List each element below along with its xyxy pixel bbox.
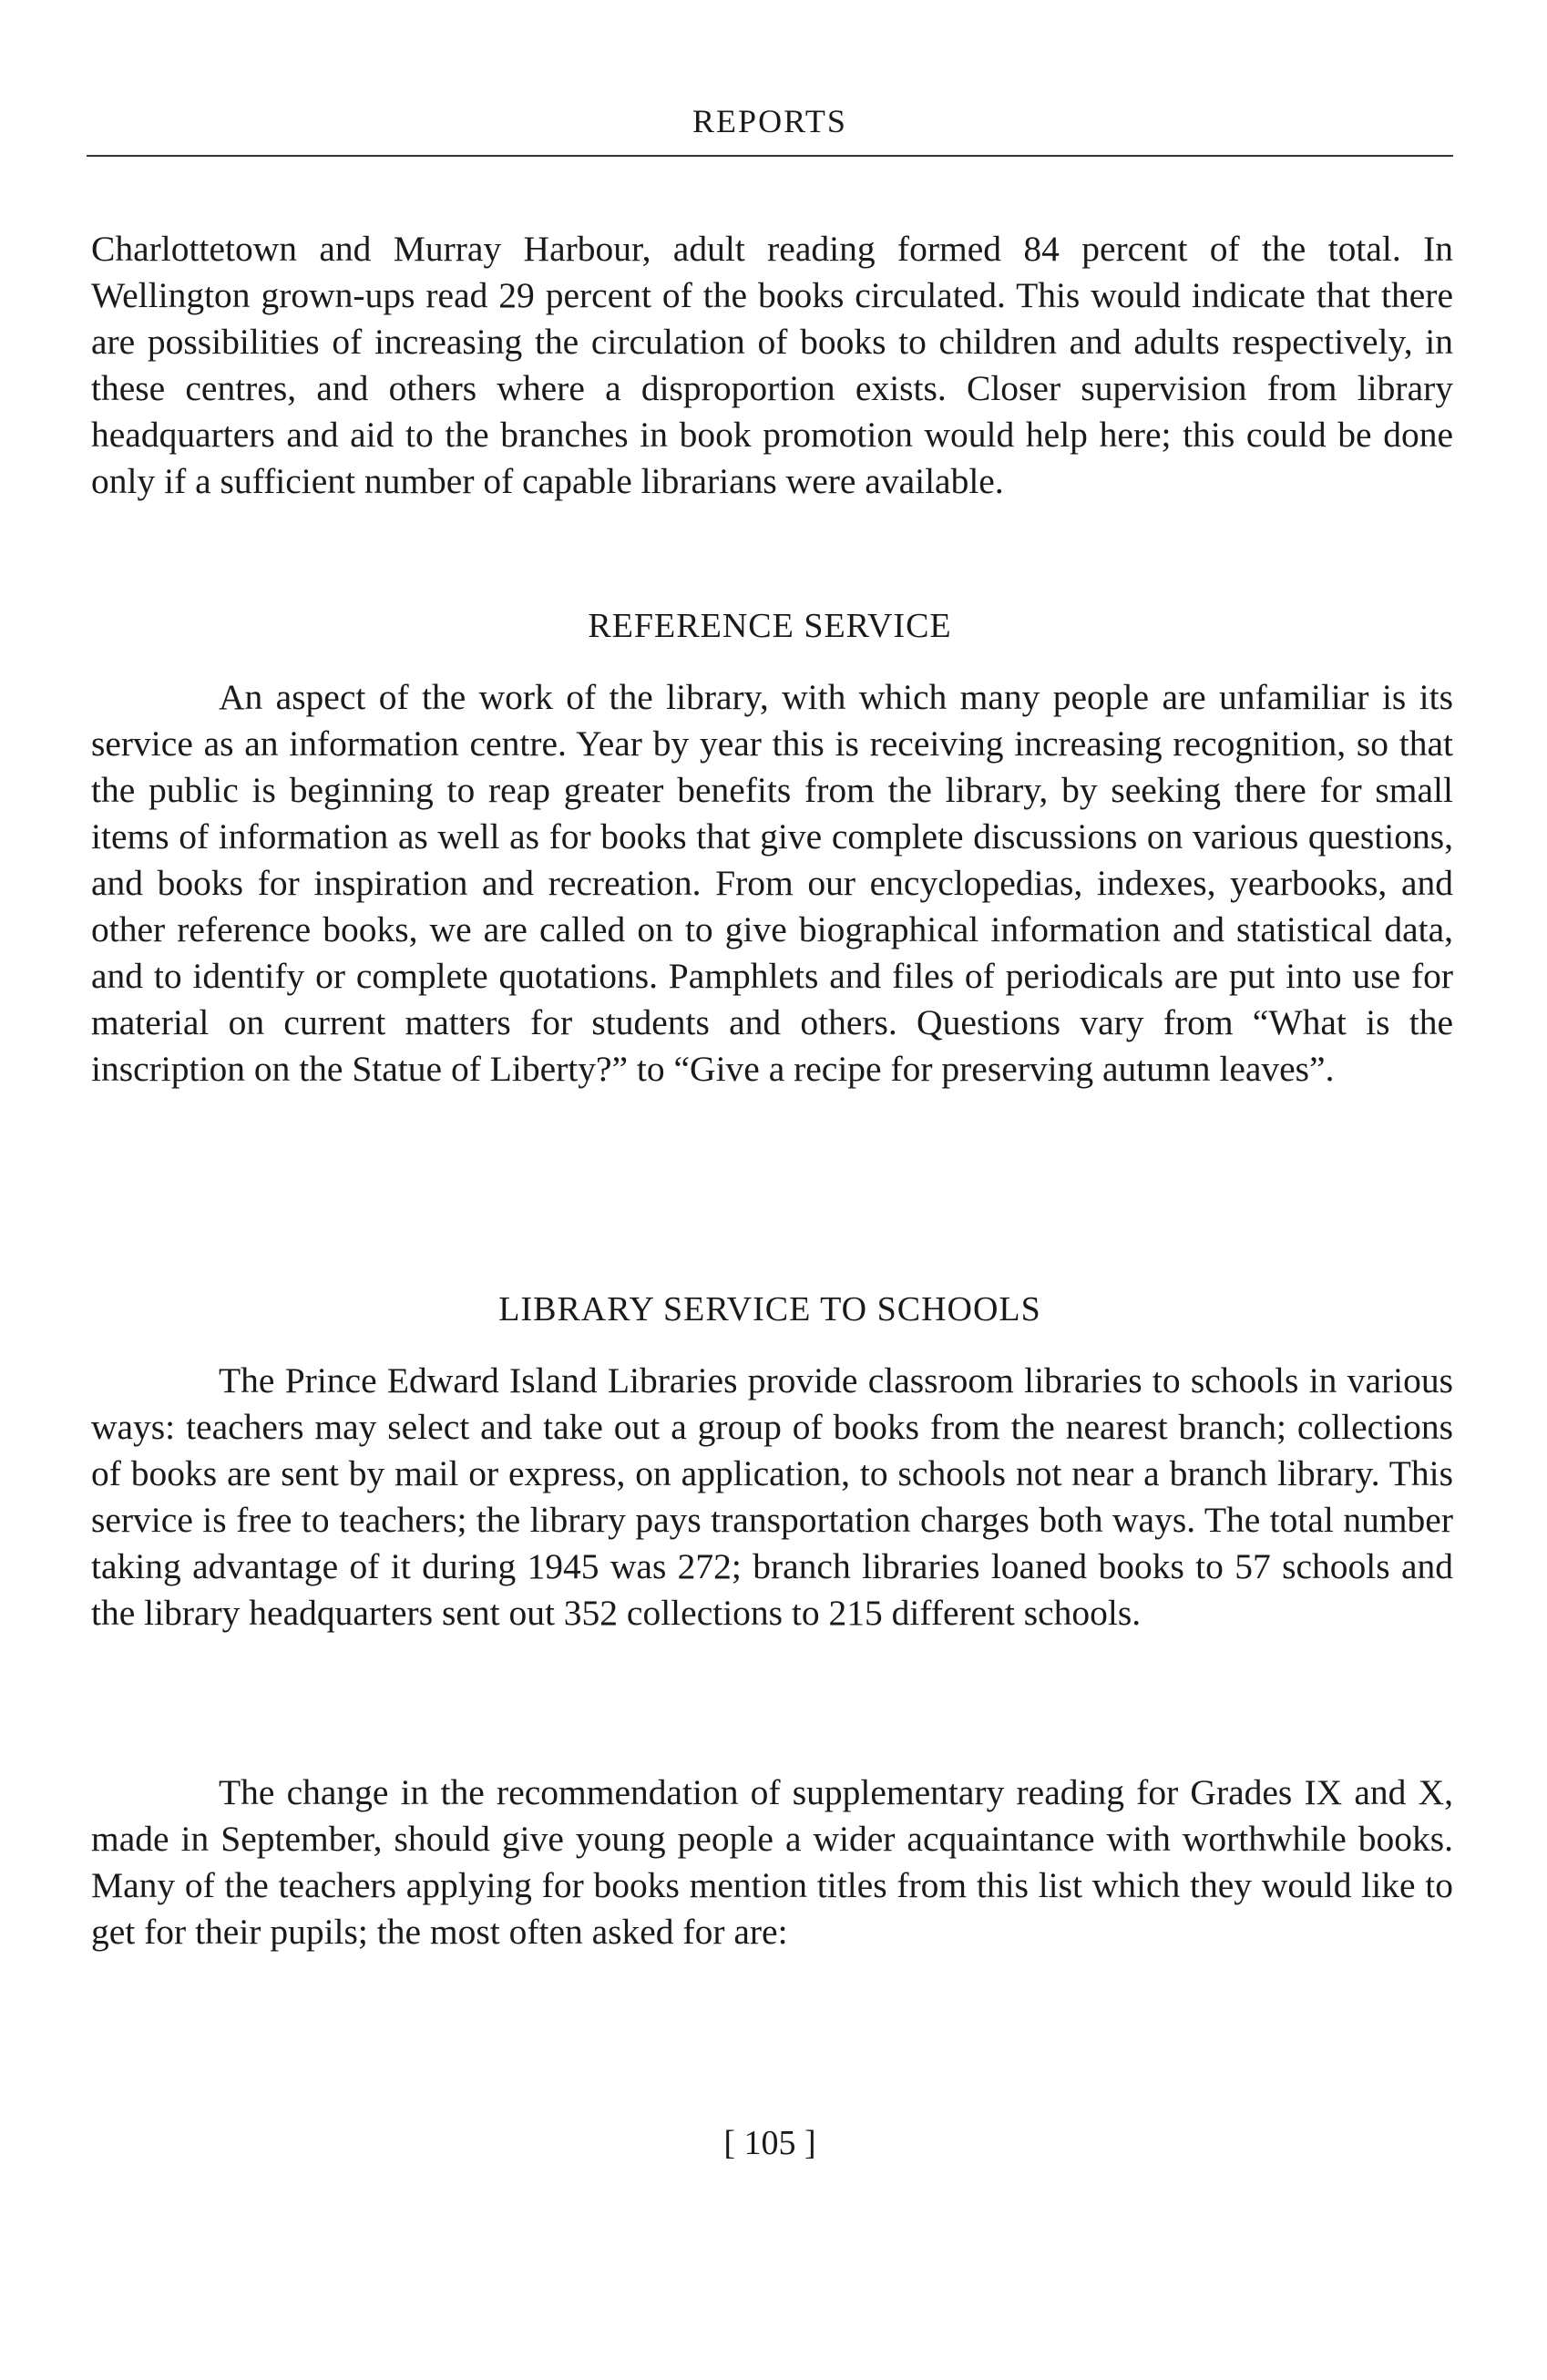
header-rule (87, 155, 1453, 157)
section-heading-reference-service: REFERENCE SERVICE (588, 607, 952, 645)
page-number: [ 105 ] (723, 2124, 816, 2162)
paragraph-adult-reading: Charlottetown and Murray Harbour, adult reading formed 84 percent of the total. In Wellington grown-ups read 29 percent of the books circulated. This would indicate that there are possibilities of increasing the circulation of books to children and adults respectively, in these centres, and others where a disproportion exists. Closer supervision from library headquarters and aid to the branches in book promotion would help here; this could be done only if a sufficient number of capable librarians were available. (91, 229, 1453, 501)
running-head: REPORTS (692, 103, 847, 139)
section-heading-library-service-to-schools: LIBRARY SERVICE TO SCHOOLS (498, 1290, 1041, 1328)
paragraph-classroom-libraries: The Prince Edward Island Libraries provide classroom libraries to schools in various ways: teachers may select and take out a group of books from the nearest branch; collections of books are sent by mail or express, on application, to schools not near a branch library. This service is free to teachers; the library pays transportation charges both ways. The total number taking advantage of it during 1945 was 272; branch libraries loaned books to 57 schools and the library headquarters sent out 352 collections to 215 different schools. (91, 1360, 1453, 1633)
paragraph-supplementary-reading: The change in the recommendation of supplementary reading for Grades IX and X, made in September, should give young people a wider acquaintance with worthwhile books. Many of the teachers applying for books mention titles from this list which they would like to get for their pupils; the most often asked for are: (91, 1772, 1453, 1952)
paragraph-reference-service: An aspect of the work of the library, with which many people are unfamiliar is its service as an information centre. Year by year this is receiving increasing recognition, so that the public is beginning to reap greater benefits from the library, by seeking there for small items of information as well as for books that give complete discussions on various questions, and books for inspiration and recreation. From our encyclopedias, indexes, yearbooks, and other reference books, we are called on to give biographical information and statistical data, and to identify or complete quotations. Pamphlets and files of periodicals are put into use for material on current matters for students and others. Questions vary from “What is the inscription on the Statue of Liberty?” to “Give a recipe for preserving autumn leaves”. (91, 677, 1453, 1089)
